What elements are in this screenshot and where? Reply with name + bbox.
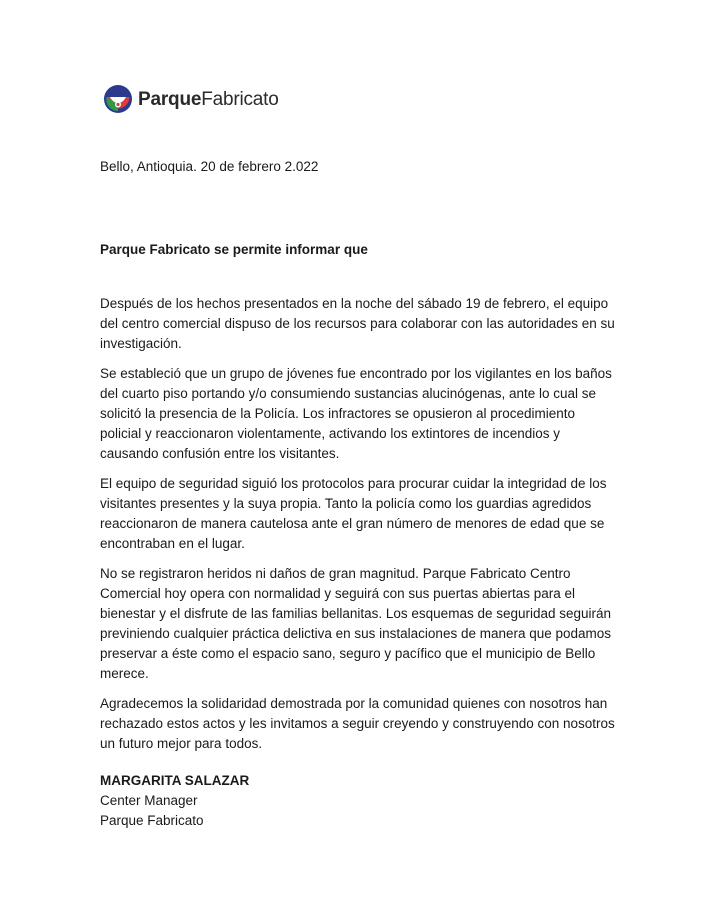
brand-wordmark	[138, 90, 279, 109]
body-paragraph: Agradecemos la solidaridad demostrada por la comunidad quienes con nosotros han rechazado estos actos y les invitamos a seguir creyendo y construyendo con nosotros un futuro mejor para todos.	[100, 696, 615, 751]
signatory-name: MARGARITA SALAZAR	[100, 773, 250, 788]
signature-block	[100, 771, 620, 831]
date-line: Bello, Antioquia. 20 de febrero 2.022	[100, 159, 319, 174]
parque-fabricato-logo-icon	[103, 84, 133, 114]
body-paragraph: El equipo de seguridad siguió los protocolos para procurar cuidar la integridad de los visitantes presentes y la suya propia. Tanto la policía como los guardias agredidos reaccionaron de manera cautelosa ante el gran número de menores de edad que se encontraban en el lugar.	[100, 476, 607, 551]
body-paragraph: Después de los hechos presentados en la noche del sábado 19 de febrero, el equipo del centro comercial dispuso de los recursos para colaborar con las autoridades en su investigación.	[100, 296, 615, 351]
body-paragraph: Se estableció que un grupo de jóvenes fue encontrado por los vigilantes en los baños del cuarto piso portando y/o consumiendo sustancias alucinógenas, ante lo cual se solicitó la presencia de la Policía. Los infractores se opusieron al procedimiento policial y reaccionaron violentamente, activando los extintores de incendios y causando confusión entre los visitantes.	[100, 366, 612, 461]
signatory-company: Parque Fabricato	[100, 813, 204, 828]
letter-heading: Parque Fabricato se permite informar que	[100, 242, 368, 257]
letter-body	[100, 294, 620, 764]
body-paragraph: No se registraron heridos ni daños de gran magnitud. Parque Fabricato Centro Comercial hoy opera con normalidad y seguirá con sus puertas abiertas para el bienestar y el disfrute de las familias bellanitas. Los esquemas de seguridad seguirán previniendo cualquier práctica delictiva en sus instalaciones de manera que podamos preservar a éste como el espacio sano, seguro y pacífico que el municipio de Bello merece.	[100, 566, 612, 681]
brand-logo	[103, 84, 279, 114]
signatory-title: Center Manager	[100, 793, 198, 808]
brand-light-text: Fabricato	[201, 88, 279, 110]
brand-bold-text: Parque	[138, 88, 202, 110]
